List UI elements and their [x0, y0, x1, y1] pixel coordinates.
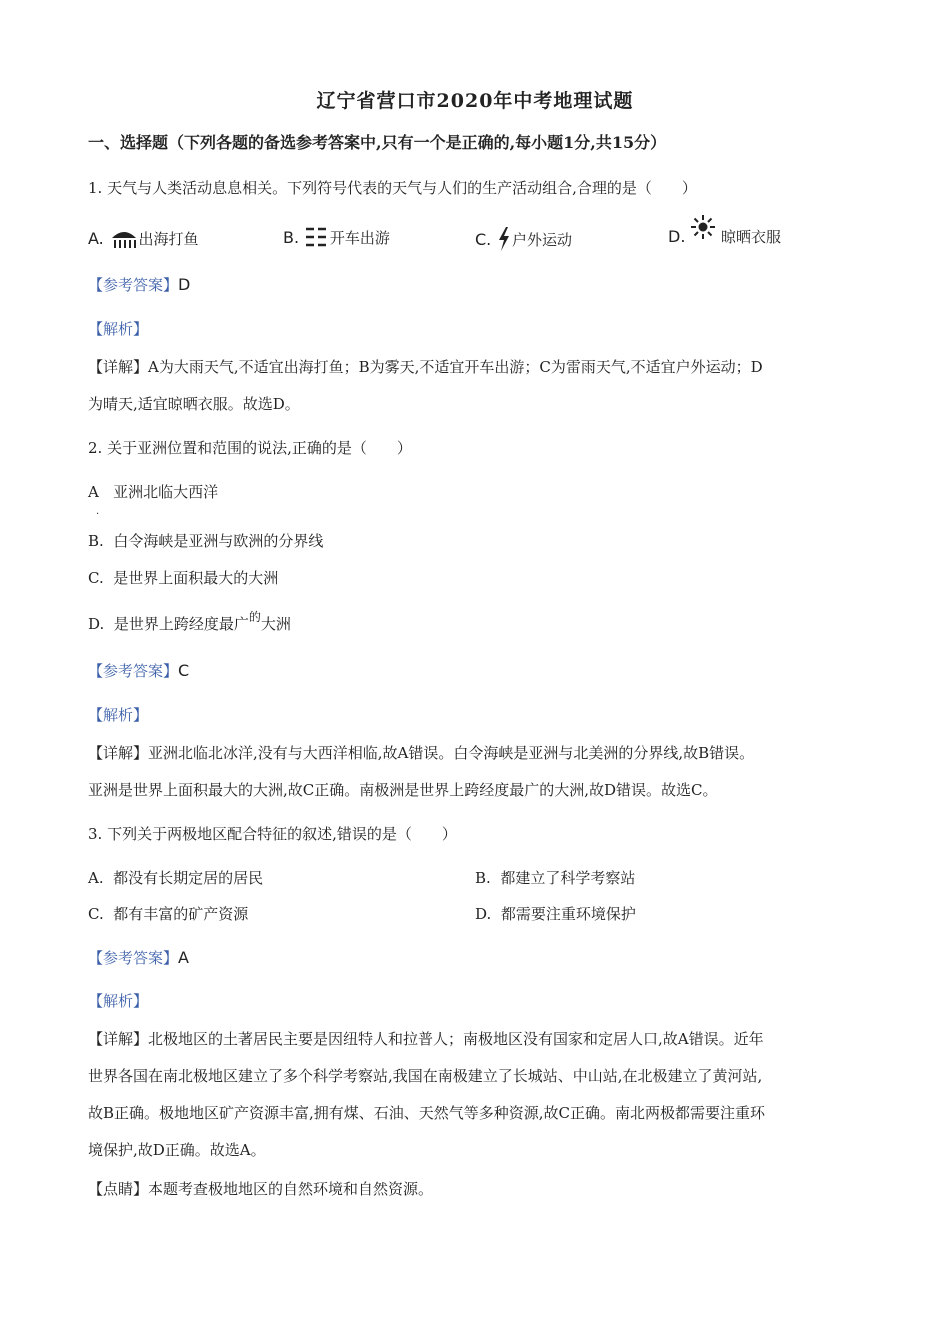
thunderstorm-icon: [496, 226, 512, 256]
question-3-stem: 3. 下列关于两极地区配合特征的叙述,错误的是（ ）: [88, 825, 457, 843]
option-text: 开车出游: [329, 229, 390, 247]
option-text: 晾晒衣服: [720, 228, 781, 246]
question-3-detail-line: 境保护,故D正确。故选A。: [88, 1141, 266, 1159]
option-text: 都有丰富的矿产资源: [113, 905, 249, 923]
question-1-detail-line: 【详解】A为大雨天气,不适宜出海打鱼；B为雾天,不适宜开车出游；C为雷雨天气,不适宜户外运动；D: [88, 358, 763, 376]
option-letter: C.: [475, 230, 492, 249]
option-letter: A.: [88, 229, 104, 248]
question-3-detail-line: 【详解】北极地区的土著居民主要是因纽特人和拉普人；南极地区没有国家和定居人口,故A错误。近年: [88, 1030, 764, 1048]
heavy-rain-icon: [109, 226, 139, 254]
answer-value: D: [178, 275, 191, 294]
question-1-stem: 1. 天气与人类活动息息相关。下列符号代表的天气与人们的生产活动组合,合理的是（ ）: [88, 179, 697, 197]
question-3-detail-line: 故B正确。极地地区矿产资源丰富,拥有煤、石油、天然气等多种资源,故C正确。南北两极都需要注重环: [88, 1104, 766, 1122]
section-heading: 一、选择题（下列各题的备选参考答案中,只有一个是正确的,每小题1分,共15分）: [88, 133, 667, 152]
fog-icon: [304, 226, 330, 252]
option-text: 出海打鱼: [138, 230, 199, 248]
option-letter: A.: [88, 869, 104, 887]
answer-label: 【参考答案】: [88, 276, 179, 294]
question-3-option-d: [475, 903, 636, 924]
option-letter: D.: [475, 905, 492, 923]
question-3-answer: [88, 947, 189, 968]
option-text-superscript: 的: [248, 610, 261, 624]
option-letter: D.: [668, 227, 686, 246]
option-letter: A: [88, 483, 99, 501]
option-text: 都需要注重环境保护: [500, 905, 636, 923]
question-3-comment: 【点睛】本题考查极地地区的自然环境和自然资源。: [88, 1180, 434, 1198]
question-2-analysis-label: 【解析】: [88, 706, 149, 724]
question-3-option-a: [88, 867, 263, 888]
option-letter: D.: [88, 615, 105, 633]
question-1-analysis-label: 【解析】: [88, 320, 149, 338]
option-text: 都建立了科学考察站: [500, 869, 636, 887]
question-2-option-d: [88, 610, 291, 634]
option-text: 亚洲北临大西洋: [113, 483, 219, 501]
question-3-option-b: [475, 867, 635, 888]
option-letter: B.: [88, 532, 104, 550]
option-letter: B.: [475, 869, 491, 887]
question-3-option-c: [88, 903, 248, 924]
question-2-option-a: [88, 481, 218, 502]
question-2-detail-line: 亚洲是世界上面积最大的大洲,故C正确。南极洲是世界上跨经度最广的大洲,故D错误。故选C。: [88, 781, 718, 799]
answer-label: 【参考答案】: [88, 662, 179, 680]
option-text: 都没有长期定居的居民: [113, 869, 264, 887]
option-letter: C.: [88, 569, 104, 587]
question-1-option-b: [283, 226, 390, 252]
option-letter: B.: [283, 228, 300, 247]
page-title: 辽宁省营口市2020年中考地理试题: [316, 90, 634, 112]
question-3-detail-line: 世界各国在南北极地区建立了多个科学考察站,我国在南极建立了长城站、中山站,在北极建立了黄河站,: [88, 1067, 763, 1085]
question-2-detail-line: 【详解】亚洲北临北冰洋,没有与大西洋相临,故A错误。白令海峡是亚洲与北美洲的分界线,故B错误。: [88, 744, 755, 762]
question-1-detail-line: 为晴天,适宜晾晒衣服。故选D。: [88, 395, 300, 413]
question-3-analysis-label: 【解析】: [88, 992, 149, 1010]
question-1-option-c: [475, 226, 572, 256]
option-text: 是世界上跨经度最广: [113, 615, 249, 633]
option-text: 户外运动: [512, 231, 573, 249]
answer-value: C: [178, 661, 190, 680]
stray-dot: .: [96, 506, 100, 517]
answer-value: A: [178, 948, 189, 967]
question-2-answer: [88, 660, 189, 681]
option-letter: C.: [88, 905, 104, 923]
question-2-option-b: [88, 530, 323, 551]
question-1-answer: [88, 274, 190, 295]
question-2-option-c: [88, 567, 278, 588]
question-1-option-d: [668, 226, 781, 247]
option-text: 白令海峡是亚洲与欧洲的分界线: [113, 532, 324, 550]
question-2-stem: 2. 关于亚洲位置和范围的说法,正确的是（ ）: [88, 439, 412, 457]
question-1-option-a: [88, 226, 199, 254]
answer-label: 【参考答案】: [88, 949, 179, 967]
option-text: 大洲: [260, 615, 291, 633]
sunny-icon: [690, 214, 716, 244]
option-text: 是世界上面积最大的大洲: [113, 569, 279, 587]
